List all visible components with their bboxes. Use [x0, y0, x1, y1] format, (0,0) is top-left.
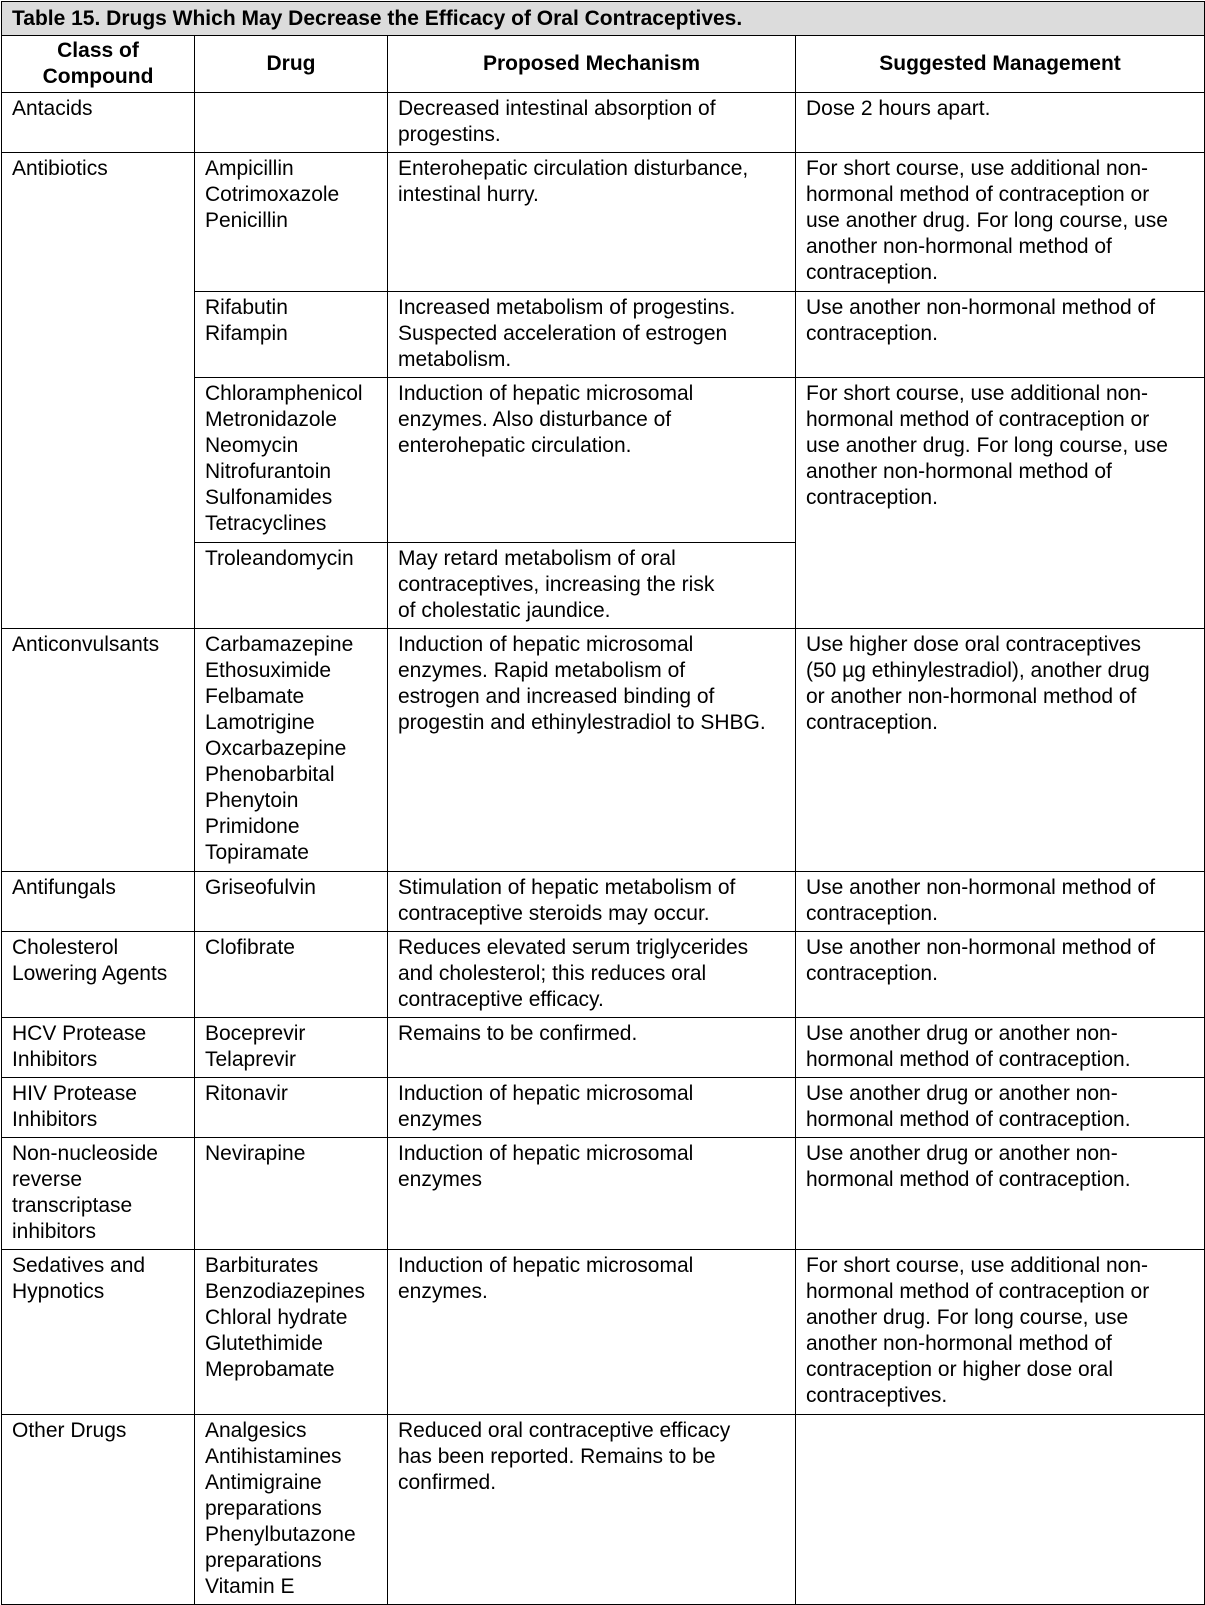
- table-row: [2, 1138, 1205, 1250]
- cell-text-line: Rifabutin: [205, 296, 288, 319]
- management-cell: [796, 1018, 1205, 1078]
- class-cell: [2, 153, 195, 629]
- cell-text-line: Boceprevir: [205, 1022, 306, 1045]
- cell-text-line: Nitrofurantoin: [205, 460, 332, 483]
- management-cell: [796, 872, 1205, 932]
- drug-cell: [195, 543, 388, 629]
- cell-text-line: contraception.: [806, 902, 938, 925]
- management-cell: [796, 1250, 1205, 1415]
- cell-text-line: Vitamin E: [205, 1575, 295, 1598]
- document-page: [1, 1, 1204, 1605]
- cell-text-line: Phenylbutazone: [205, 1523, 356, 1546]
- management-cell: [796, 629, 1205, 872]
- cell-text-line: Troleandomycin: [205, 547, 354, 570]
- cell-text-line: Telaprevir: [205, 1048, 297, 1071]
- cell-text-line: Sedatives and: [12, 1254, 146, 1277]
- table-row: [2, 629, 1205, 872]
- drug-cell: [195, 1078, 388, 1138]
- mechanism-cell: [388, 153, 796, 292]
- header-class-line: Compound: [42, 65, 154, 88]
- cell-text-line: Induction of hepatic microsomal: [398, 1142, 694, 1165]
- cell-text-line: For short course, use additional non-: [806, 1254, 1149, 1277]
- mechanism-cell: [388, 292, 796, 378]
- table-header-row: [2, 36, 1205, 93]
- cell-text-line: Dose 2 hours apart.: [806, 97, 991, 120]
- cell-text-line: Rifampin: [205, 322, 288, 345]
- header-suggested-management: Suggested Management: [796, 36, 1205, 93]
- management-cell: [796, 378, 1205, 629]
- cell-text-line: Lamotrigine: [205, 711, 315, 734]
- cell-text-line: Tetracyclines: [205, 512, 327, 535]
- cell-text-line: For short course, use additional non-: [806, 157, 1149, 180]
- drug-cell: [195, 93, 388, 153]
- cell-text-line: Ethosuximide: [205, 659, 332, 682]
- cell-text-line: another non-hormonal method of: [806, 1332, 1112, 1355]
- cell-text-line: preparations: [205, 1497, 322, 1520]
- cell-text-line: intestinal hurry.: [398, 183, 539, 206]
- cell-text-line: Glutethimide: [205, 1332, 323, 1355]
- cell-text-line: Use another non-hormonal method of: [806, 936, 1156, 959]
- class-cell: [2, 1415, 195, 1605]
- cell-text-line: Non-nucleoside: [12, 1142, 158, 1165]
- cell-text-line: Cotrimoxazole: [205, 183, 340, 206]
- cell-text-line: Neomycin: [205, 434, 299, 457]
- cell-text-line: Antibiotics: [12, 157, 108, 180]
- cell-text-line: enterohepatic circulation.: [398, 434, 632, 457]
- cell-text-line: Stimulation of hepatic metabolism of: [398, 876, 736, 899]
- cell-text-line: For short course, use additional non-: [806, 382, 1149, 405]
- cell-text-line: or another non-hormonal method of: [806, 685, 1137, 708]
- cell-text-line: Sulfonamides: [205, 486, 333, 509]
- management-cell: [796, 292, 1205, 378]
- cell-text-line: contraception.: [806, 962, 938, 985]
- cell-text-line: has been reported. Remains to be: [398, 1445, 716, 1468]
- cell-text-line: confirmed.: [398, 1471, 497, 1494]
- class-cell: [2, 1250, 195, 1415]
- cell-text-line: Primidone: [205, 815, 300, 838]
- cell-text-line: Felbamate: [205, 685, 305, 708]
- management-cell: [796, 1415, 1205, 1605]
- table-title-row: [2, 2, 1205, 36]
- cell-text-line: preparations: [205, 1549, 322, 1572]
- cell-text-line: Use another non-hormonal method of: [806, 296, 1156, 319]
- header-class-of-compound: [2, 36, 195, 93]
- cell-text-line: use another drug. For long course, use: [806, 209, 1168, 232]
- cell-text-line: Meprobamate: [205, 1358, 335, 1381]
- cell-text-line: and cholesterol; this reduces oral: [398, 962, 707, 985]
- cell-text-line: Use another drug or another non-: [806, 1082, 1118, 1105]
- drug-cell: [195, 932, 388, 1018]
- cell-text-line: hormonal method of contraception or: [806, 183, 1150, 206]
- header-drug: Drug: [195, 36, 388, 93]
- cell-text-line: Nevirapine: [205, 1142, 306, 1165]
- cell-text-line: Enterohepatic circulation disturbance,: [398, 157, 749, 180]
- drug-cell: [195, 629, 388, 872]
- mechanism-cell: [388, 1138, 796, 1250]
- cell-text-line: another non-hormonal method of: [806, 235, 1112, 258]
- drug-interaction-table: [1, 1, 1205, 1605]
- cell-text-line: enzymes. Rapid metabolism of: [398, 659, 686, 682]
- cell-text-line: Lowering Agents: [12, 962, 168, 985]
- cell-text-line: Benzodiazepines: [205, 1280, 365, 1303]
- cell-text-line: Topiramate: [205, 841, 309, 864]
- cell-text-line: estrogen and increased binding of: [398, 685, 715, 708]
- mechanism-cell: [388, 932, 796, 1018]
- cell-text-line: Ritonavir: [205, 1082, 288, 1105]
- cell-text-line: Decreased intestinal absorption of: [398, 97, 716, 120]
- cell-text-line: Metronidazole: [205, 408, 337, 431]
- cell-text-line: another drug. For long course, use: [806, 1306, 1129, 1329]
- cell-text-line: reverse: [12, 1168, 83, 1191]
- cell-text-line: Oxcarbazepine: [205, 737, 347, 760]
- cell-text-line: contraceptives, increasing the risk: [398, 573, 715, 596]
- cell-text-line: contraceptive steroids may occur.: [398, 902, 710, 925]
- mechanism-cell: [388, 872, 796, 932]
- cell-text-line: contraceptive efficacy.: [398, 988, 604, 1011]
- cell-text-line: contraceptives.: [806, 1384, 948, 1407]
- cell-text-line: Reduced oral contraceptive efficacy: [398, 1419, 731, 1442]
- cell-text-line: Use another drug or another non-: [806, 1142, 1118, 1165]
- cell-text-line: contraception.: [806, 711, 938, 734]
- cell-text-line: Inhibitors: [12, 1048, 98, 1071]
- header-proposed-mechanism: Proposed Mechanism: [388, 36, 796, 93]
- cell-text-line: Use higher dose oral contraceptives: [806, 633, 1142, 656]
- mechanism-cell: [388, 543, 796, 629]
- management-cell: [796, 93, 1205, 153]
- cell-text-line: enzymes: [398, 1108, 483, 1131]
- class-cell: [2, 629, 195, 872]
- cell-text-line: Penicillin: [205, 209, 288, 232]
- cell-text-line: Antifungals: [12, 876, 116, 899]
- table-row: [2, 153, 1205, 292]
- mechanism-cell: [388, 1018, 796, 1078]
- cell-text-line: Antimigraine: [205, 1471, 322, 1494]
- cell-text-line: HIV Protease: [12, 1082, 137, 1105]
- cell-text-line: contraception.: [806, 261, 938, 284]
- drug-cell: [195, 292, 388, 378]
- drug-cell: [195, 1138, 388, 1250]
- cell-text-line: (50 µg ethinylestradiol), another drug: [806, 659, 1150, 682]
- cell-text-line: Antihistamines: [205, 1445, 342, 1468]
- cell-text-line: enzymes: [398, 1168, 483, 1191]
- table-row: [2, 1078, 1205, 1138]
- cell-text-line: Remains to be confirmed.: [398, 1022, 638, 1045]
- class-cell: [2, 872, 195, 932]
- cell-text-line: contraception.: [806, 486, 938, 509]
- cell-text-line: Griseofulvin: [205, 876, 316, 899]
- management-cell: [796, 153, 1205, 292]
- drug-cell: [195, 1018, 388, 1078]
- table-row: [2, 93, 1205, 153]
- cell-text-line: Cholesterol: [12, 936, 119, 959]
- cell-text-line: progestins.: [398, 123, 501, 146]
- management-cell: [796, 1138, 1205, 1250]
- cell-text-line: metabolism.: [398, 348, 512, 371]
- class-cell: [2, 932, 195, 1018]
- cell-text-line: Carbamazepine: [205, 633, 354, 656]
- mechanism-cell: [388, 629, 796, 872]
- cell-text-line: HCV Protease: [12, 1022, 147, 1045]
- cell-text-line: hormonal method of contraception or: [806, 1280, 1150, 1303]
- cell-text-line: hormonal method of contraception.: [806, 1168, 1131, 1191]
- cell-text-line: Other Drugs: [12, 1419, 127, 1442]
- cell-text-line: another non-hormonal method of: [806, 460, 1112, 483]
- cell-text-line: inhibitors: [12, 1220, 97, 1243]
- cell-text-line: enzymes.: [398, 1280, 488, 1303]
- cell-text-line: hormonal method of contraception or: [806, 408, 1150, 431]
- class-cell: [2, 1018, 195, 1078]
- cell-text-line: Reduces elevated serum triglycerides: [398, 936, 749, 959]
- cell-text-line: contraception.: [806, 322, 938, 345]
- cell-text-line: Chloramphenicol: [205, 382, 363, 405]
- cell-text-line: Phenytoin: [205, 789, 299, 812]
- table-title: Table 15. Drugs Which May Decrease the Efficacy of Oral Contraceptives.: [2, 2, 1205, 36]
- management-cell: [796, 932, 1205, 1018]
- drug-cell: [195, 378, 388, 543]
- cell-text-line: Clofibrate: [205, 936, 295, 959]
- mechanism-cell: [388, 1078, 796, 1138]
- cell-text-line: Hypnotics: [12, 1280, 105, 1303]
- mechanism-cell: [388, 1250, 796, 1415]
- mechanism-cell: [388, 378, 796, 543]
- mechanism-cell: [388, 1415, 796, 1605]
- cell-text-line: Anticonvulsants: [12, 633, 160, 656]
- cell-text-line: Induction of hepatic microsomal: [398, 382, 694, 405]
- cell-text-line: Chloral hydrate: [205, 1306, 348, 1329]
- management-cell: [796, 1078, 1205, 1138]
- cell-text-line: Use another drug or another non-: [806, 1022, 1118, 1045]
- header-class-line: Class of: [57, 39, 139, 62]
- cell-text-line: use another drug. For long course, use: [806, 434, 1168, 457]
- cell-text-line: hormonal method of contraception.: [806, 1108, 1131, 1131]
- table-row: [2, 1250, 1205, 1415]
- table-row: [2, 872, 1205, 932]
- class-cell: [2, 1138, 195, 1250]
- drug-cell: [195, 153, 388, 292]
- cell-text-line: Use another non-hormonal method of: [806, 876, 1156, 899]
- table-row: [2, 1415, 1205, 1605]
- cell-text-line: Increased metabolism of progestins.: [398, 296, 736, 319]
- mechanism-cell: [388, 93, 796, 153]
- cell-text-line: Inhibitors: [12, 1108, 98, 1131]
- drug-cell: [195, 1250, 388, 1415]
- cell-text-line: Barbiturates: [205, 1254, 319, 1277]
- table-row: [2, 1018, 1205, 1078]
- table-row: [2, 932, 1205, 1018]
- cell-text-line: progestin and ethinylestradiol to SHBG.: [398, 711, 766, 734]
- cell-text-line: Suspected acceleration of estrogen: [398, 322, 728, 345]
- cell-text-line: Analgesics: [205, 1419, 307, 1442]
- cell-text-line: contraception or higher dose oral: [806, 1358, 1114, 1381]
- cell-text-line: Antacids: [12, 97, 93, 120]
- class-cell: [2, 93, 195, 153]
- cell-text-line: of cholestatic jaundice.: [398, 599, 611, 622]
- cell-text-line: Phenobarbital: [205, 763, 335, 786]
- cell-text-line: transcriptase: [12, 1194, 133, 1217]
- cell-text-line: Ampicillin: [205, 157, 294, 180]
- drug-cell: [195, 1415, 388, 1605]
- cell-text-line: Induction of hepatic microsomal: [398, 1082, 694, 1105]
- cell-text-line: May retard metabolism of oral: [398, 547, 676, 570]
- drug-cell: [195, 872, 388, 932]
- class-cell: [2, 1078, 195, 1138]
- cell-text-line: enzymes. Also disturbance of: [398, 408, 672, 431]
- cell-text-line: Induction of hepatic microsomal: [398, 633, 694, 656]
- cell-text-line: hormonal method of contraception.: [806, 1048, 1131, 1071]
- cell-text-line: Induction of hepatic microsomal: [398, 1254, 694, 1277]
